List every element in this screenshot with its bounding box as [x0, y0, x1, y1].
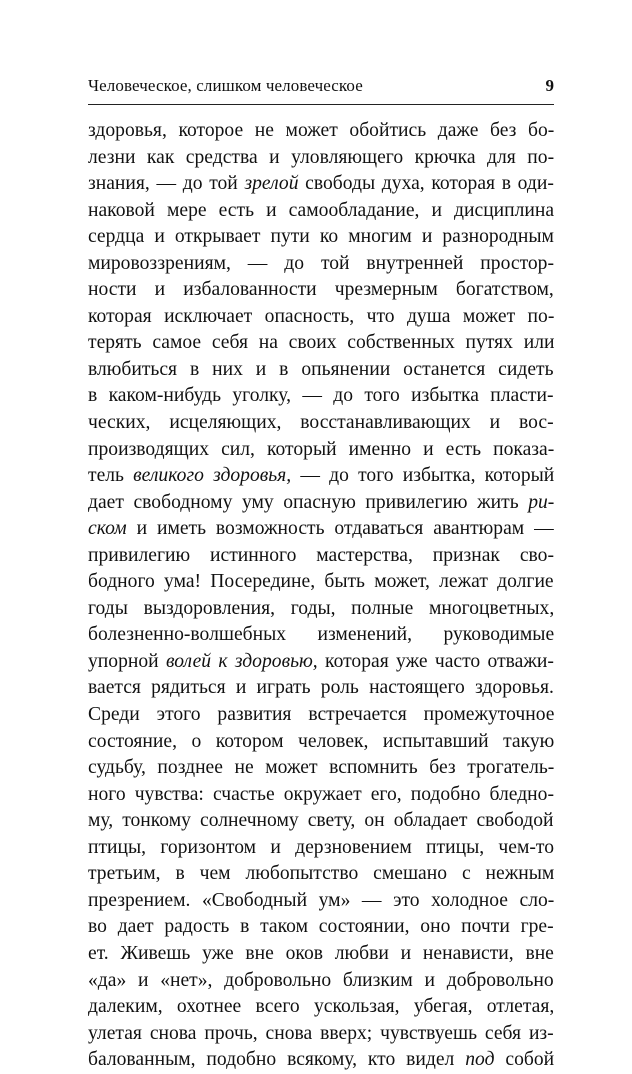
- text-run: балованным, подобно всякому, кто видел: [88, 1049, 466, 1071]
- text-run: влюбиться в них и в опьянении останется сидеть: [88, 358, 554, 380]
- text-run: мировоззрениям, — до той внутренней простор-: [88, 252, 554, 274]
- text-line: [88, 490, 554, 517]
- text-line: [88, 782, 554, 809]
- text-line: [88, 596, 554, 623]
- text-line: [88, 145, 554, 172]
- text-line: [88, 835, 554, 862]
- text-run: — до того избытка, который: [291, 465, 555, 487]
- text-run: наковой мере есть и самообладание, и дисциплина: [88, 199, 555, 221]
- text-line: [88, 994, 554, 1021]
- text-line: [88, 330, 554, 357]
- text-run: презрением. «Свободный ум» — это холодное сло-: [88, 889, 555, 911]
- text-run: которая уже часто отважи-: [317, 650, 554, 672]
- text-run: бодного ума! Посередине, быть может, лежат долгие: [88, 571, 554, 593]
- italic-phrase: волей к здоровью,: [165, 650, 318, 672]
- text-run: Среди этого развития встречается промежуточное: [88, 704, 555, 726]
- italic-phrase: под: [465, 1049, 495, 1071]
- text-run: которая исключает опасность, что душа может по-: [88, 305, 555, 327]
- italic-phrase: зрелой: [244, 173, 299, 195]
- text-run: собой: [494, 1049, 555, 1071]
- text-run: «да» и «нет», добровольно близким и добровольно: [88, 969, 554, 991]
- text-line: [88, 171, 554, 198]
- text-run: судьбу, позднее не может вспомнить без трогатель-: [88, 757, 555, 779]
- text-run: ет. Живешь уже вне оков любви и ненависти, вне: [88, 942, 554, 964]
- text-run: улетая снова прочь, снова вверх; чувствуешь себя из-: [88, 1022, 554, 1044]
- text-run: привилегию истинного мастерства, признак сво-: [88, 544, 554, 566]
- text-run: далеким, охотнее всего ускользая, убегая, отлетая,: [88, 996, 555, 1018]
- text-run: знания, — до той: [88, 173, 245, 195]
- text-run: болезненно-волшебных изменений, руководимые: [88, 624, 555, 646]
- text-run: ческих, исцеляющих, восстанавливающих и вос-: [88, 412, 554, 434]
- text-run: тель: [88, 465, 134, 487]
- text-run: упорной: [88, 650, 166, 672]
- text-line: [88, 437, 554, 464]
- text-line: [88, 463, 554, 490]
- running-title: Человеческое, слишком человеческое: [88, 76, 363, 95]
- text-run: ного чувства: счастье окружает его, подобно бледно-: [88, 783, 554, 805]
- text-line: [88, 729, 554, 756]
- text-line: [88, 649, 554, 676]
- text-line: [88, 198, 554, 225]
- text-run: и иметь возможность отдаваться авантюрам —: [126, 518, 554, 540]
- text-line: [88, 808, 554, 835]
- header-rule: [88, 104, 554, 105]
- italic-phrase: ском: [88, 518, 127, 540]
- text-line: [88, 569, 554, 596]
- text-run: вается рядиться и играть роль настоящего здоровья.: [88, 677, 554, 699]
- text-run: производящих сил, который именно и есть показа-: [88, 438, 555, 460]
- text-line: [88, 1047, 554, 1074]
- text-run: сердца и открывает пути ко многим и разнородным: [88, 226, 554, 248]
- text-line: [88, 675, 554, 702]
- italic-phrase: ри-: [528, 491, 555, 513]
- text-line: [88, 277, 554, 304]
- text-run: ности и избалованности чрезмерным богатством,: [88, 279, 554, 301]
- text-run: здоровья, которое не может обойтись даже без бо-: [88, 120, 555, 141]
- text-line: [88, 968, 554, 995]
- text-run: в каком-нибудь уголку, — до того избытка пласти-: [88, 385, 554, 407]
- italic-phrase: великого здоровья,: [133, 465, 292, 487]
- text-line: [88, 914, 554, 941]
- text-run: состояние, о котором человек, испытавший такую: [88, 730, 555, 752]
- text-run: дает свободному уму опасную привилегию жить: [88, 491, 529, 513]
- text-run: свободы духа, которая в оди-: [298, 173, 554, 195]
- text-line: [88, 516, 554, 543]
- text-line: [88, 251, 554, 278]
- text-line: [88, 861, 554, 888]
- text-line: [88, 888, 554, 915]
- text-line: [88, 383, 554, 410]
- text-line: [88, 702, 554, 729]
- text-line: [88, 622, 554, 649]
- text-line: [88, 941, 554, 968]
- text-line: [88, 410, 554, 437]
- text-line: [88, 357, 554, 384]
- text-line: [88, 755, 554, 782]
- page-number: 9: [545, 76, 554, 95]
- text-run: третьим, в чем любопытство смешано с нежным: [88, 863, 555, 885]
- text-line: [88, 1021, 554, 1048]
- text-line: [88, 304, 554, 331]
- text-line: [88, 118, 554, 145]
- text-line: [88, 224, 554, 251]
- running-header: [88, 76, 554, 100]
- body-text: [88, 118, 554, 1074]
- text-run: во дает радость в таком состоянии, оно почти гре-: [88, 916, 554, 938]
- text-run: му, тонкому солнечному свету, он обладает свободой: [88, 810, 554, 832]
- text-run: лезни как средства и уловляющего крючка для по-: [88, 146, 555, 168]
- text-line: [88, 543, 554, 570]
- text-run: птицы, горизонтом и дерзновением птицы, чем-то: [88, 836, 555, 858]
- text-run: годы выздоровления, годы, полные многоцветных,: [88, 597, 555, 619]
- text-run: терять самое себя на своих собственных путях или: [88, 332, 555, 354]
